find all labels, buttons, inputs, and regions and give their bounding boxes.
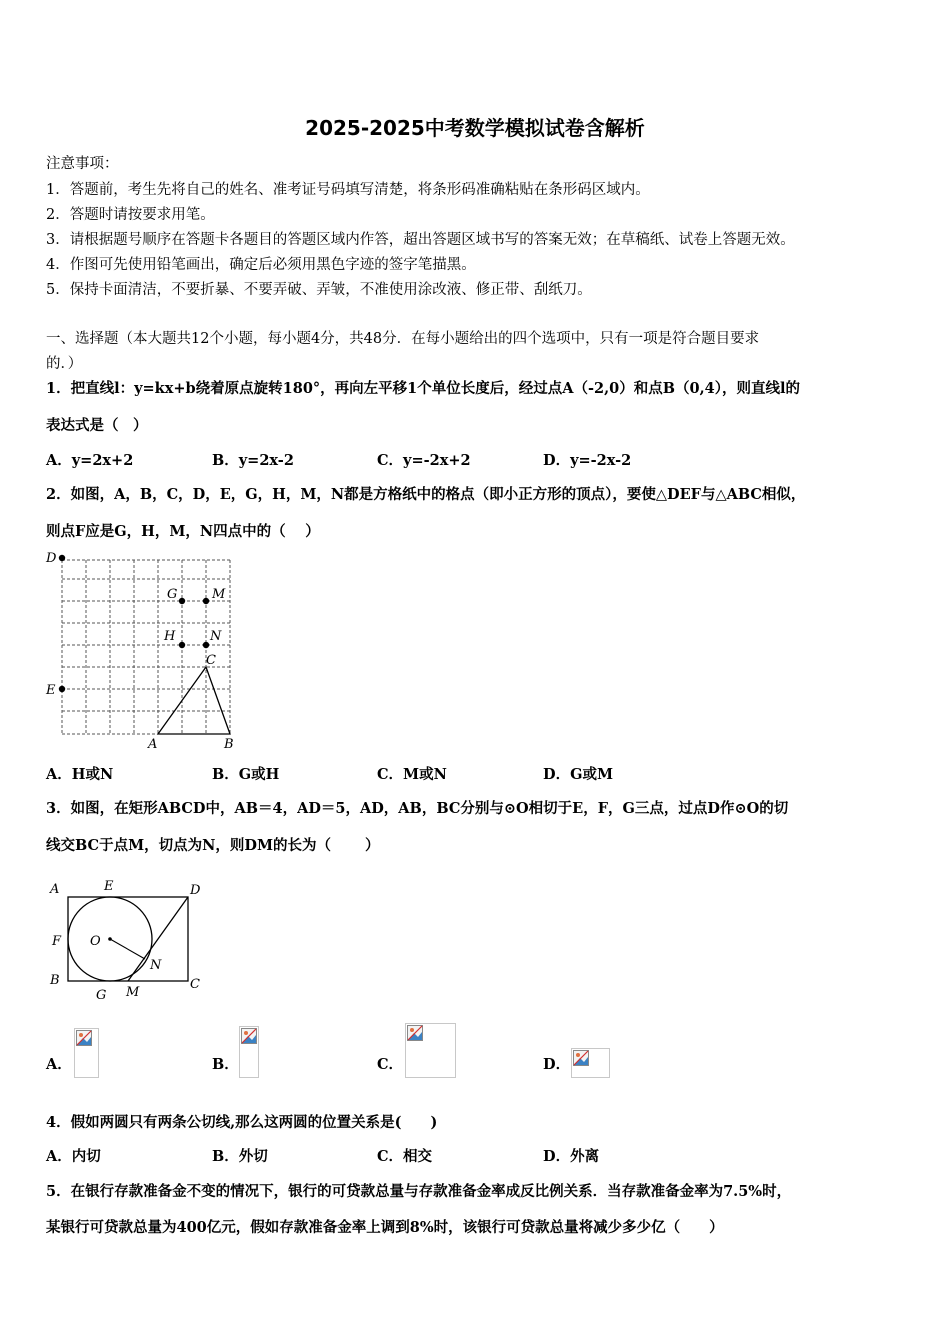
question-5-text: 5．在银行存款准备金不变的情况下，银行的可贷款总量与存款准备金率成反比例关系．当存款准备金率为7.5%时， (46, 1183, 792, 1200)
point-m (203, 598, 209, 604)
label-m: M (212, 587, 226, 602)
broken-image-icon (573, 1050, 589, 1066)
label-a: A (50, 882, 60, 897)
q3-option-a-image (74, 1028, 99, 1078)
label-d: D (46, 551, 57, 566)
q1-option-a: A．y=2x+2 (46, 452, 134, 469)
q3-option-b-image (239, 1026, 259, 1078)
label-e: E (46, 683, 56, 698)
triangle-abc (158, 667, 230, 734)
rectangle-circle-figure (42, 872, 212, 1004)
point-d (59, 555, 65, 561)
point-g (179, 598, 185, 604)
broken-image-icon (76, 1030, 92, 1046)
q3-option-d-image (571, 1048, 610, 1078)
page-title: 2025-2025中考数学模拟试卷含解析 (305, 116, 645, 140)
point-e (59, 686, 65, 692)
q3-option-b: B． (212, 1056, 239, 1073)
q3-option-c: C． (377, 1056, 404, 1073)
notice-item: 1．答题前，考生先将自己的姓名、准考证号码填写清楚，将条形码准确粘贴在条形码区域内。 (46, 182, 650, 198)
notice-item: 2．答题时请按要求用笔。 (46, 207, 215, 223)
question-4-text: 4．假如两圆只有两条公切线,那么这两圆的位置关系是( ) (46, 1114, 438, 1131)
notice-item: 4．作图可先使用铅笔画出，确定后必须用黑色字迹的签字笔描黑。 (46, 257, 476, 273)
section-heading: 一、选择题（本大题共12个小题，每小题4分，共48分．在每小题给出的四个选项中，只有一项是符合题目要求 (46, 331, 760, 347)
label-a: A (148, 737, 158, 752)
label-n: N (150, 958, 162, 973)
q1-option-c: C．y=-2x+2 (377, 452, 471, 469)
question-2-text: 2．如图，A，B，C，D，E，G，H，M，N都是方格纸中的格点（即小正方形的顶点），要使△DEF与△ABC相似， (46, 486, 806, 503)
q2-option-a: A．H或N (46, 766, 114, 783)
q2-option-d: D．G或M (543, 766, 614, 783)
label-c: C (206, 653, 216, 668)
radius-on (110, 939, 145, 959)
q1-option-d: D．y=-2x-2 (543, 452, 632, 469)
q3-option-a: A． (46, 1056, 72, 1073)
section-heading-cont: 的．） (46, 356, 83, 372)
q3-option-c-image (405, 1023, 456, 1078)
question-3-text: 3．如图，在矩形ABCD中，AB＝4，AD＝5，AD，AB，BC分别与⊙O相切于E，F，G三点，过点D作⊙O的切 (46, 800, 789, 817)
q4-option-a: A．内切 (46, 1148, 101, 1165)
q3-option-d: D． (543, 1056, 571, 1073)
q4-option-c: C．相交 (377, 1148, 433, 1165)
question-1-text-cont: 表达式是（ ） (46, 417, 148, 434)
label-d: D (190, 883, 201, 898)
question-1-text: 1．把直线l：y=kx+b绕着原点旋转180°，再向左平移1个单位长度后，经过点A（-2,0）和点B（0,4），则直线l的 (46, 380, 800, 397)
label-e: E (104, 879, 114, 894)
point-h (179, 642, 185, 648)
point-n (203, 642, 209, 648)
label-b: B (224, 737, 234, 752)
grid-figure (42, 548, 242, 753)
label-f: F (52, 934, 62, 949)
label-g: G (167, 587, 178, 602)
label-b: B (50, 973, 60, 988)
notice-item: 3．请根据题号顺序在答题卡各题目的答题区域内作答，超出答题区域书写的答案无效；在草稿纸、试卷上答题无效。 (46, 232, 795, 248)
label-n: N (210, 629, 222, 644)
q2-option-c: C．M或N (377, 766, 447, 783)
broken-image-icon (407, 1025, 423, 1041)
q2-option-b: B．G或H (212, 766, 280, 783)
label-m: M (126, 985, 140, 1000)
question-2-text-cont: 则点F应是G，H，M，N四点中的（ ） (46, 523, 320, 540)
notice-heading: 注意事项： (46, 156, 119, 172)
label-o: O (90, 934, 101, 949)
q4-option-d: D．外离 (543, 1148, 600, 1165)
question-5-text-cont: 某银行可贷款总量为400亿元，假如存款准备金率上调到8%时，该银行可贷款总量将减少多少亿（ ） (46, 1219, 724, 1236)
q1-option-b: B．y=2x-2 (212, 452, 294, 469)
q4-option-b: B．外切 (212, 1148, 268, 1165)
notice-item: 5．保持卡面清洁，不要折暴、不要弄破、弄皱，不准使用涂改液、修正带、刮纸刀。 (46, 282, 592, 298)
label-c: C (190, 977, 200, 992)
label-g: G (96, 988, 107, 1003)
label-h: H (164, 629, 176, 644)
broken-image-icon (241, 1028, 257, 1044)
question-3-text-cont: 线交BC于点M，切点为N，则DM的长为（ ） (46, 837, 380, 854)
